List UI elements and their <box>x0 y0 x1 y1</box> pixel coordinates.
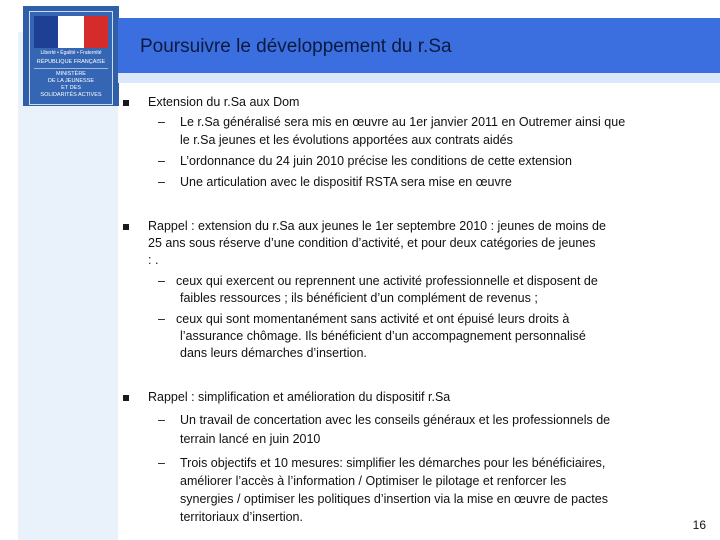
logo-ministry: MINISTÈRE DE LA JEUNESSE ET DES SOLIDARITÉS ACTIVES <box>40 71 102 98</box>
section-heading: Rappel : simplification et amélioration du dispositif r.Sa <box>148 390 451 404</box>
sub-item-line: Trois objectifs et 10 mesures: simplifier les démarches pour les bénéficiaires, <box>180 456 606 470</box>
sub-item-line: ceux qui sont momentanément sans activité et ont épuisé leurs droits à <box>176 312 570 326</box>
sub-item-line: Une articulation avec le dispositif RSTA sera mise en œuvre <box>180 175 512 189</box>
section-heading: : . <box>148 253 159 267</box>
sub-item-line: l’assurance chômage. Ils bénéficient d’un accompagnement personnalisé <box>180 329 586 343</box>
section-heading: 25 ans sous réserve d’une condition d’activité, et pour deux catégories de jeunes <box>148 236 596 250</box>
sub-item-line: terrain lancé en juin 2010 <box>180 432 321 446</box>
dash-icon: – <box>158 154 165 168</box>
page-number: 16 <box>692 518 706 532</box>
dash-icon: – <box>158 413 165 427</box>
bullet-icon <box>123 395 129 401</box>
sub-item-line: ceux qui exercent ou reprennent une activité professionnelle et disposent de <box>176 274 598 288</box>
sub-item-line: faibles ressources ; ils bénéficient d’un complément de revenus ; <box>180 291 538 305</box>
page-title: Poursuivre le développement du r.Sa <box>140 36 452 57</box>
bullet-icon <box>123 224 129 230</box>
sub-item-line: dans leurs démarches d’insertion. <box>180 346 367 360</box>
logo-republic: RÉPUBLIQUE FRANÇAISE <box>36 59 106 65</box>
dash-icon: – <box>158 456 165 470</box>
sub-item-line: synergies / optimiser les politiques d’insertion via la mise en œuvre de pactes <box>180 492 608 506</box>
section-heading: Rappel : extension du r.Sa aux jeunes le 1er septembre 2010 : jeunes de moins de <box>148 219 606 233</box>
sub-item-line: L’ordonnance du 24 juin 2010 précise les conditions de cette extension <box>180 154 572 168</box>
logo-motto: Liberté • Égalité • Fraternité <box>40 50 102 56</box>
sub-item-line: améliorer l’accès à l’information / Optimiser le pilotage et renforcer les <box>180 474 567 488</box>
sub-item-line: Un travail de concertation avec les conseils généraux et les professionnels de <box>180 413 611 427</box>
sub-item-line: Le r.Sa généralisé sera mis en œuvre au 1er janvier 2011 en Outremer ainsi que <box>180 115 626 129</box>
sub-item-line: le r.Sa jeunes et les évolutions apportées aux contrats aidés <box>180 133 513 147</box>
dash-icon: – <box>158 115 165 129</box>
dash-icon: – <box>158 175 165 189</box>
section-heading: Extension du r.Sa aux Dom <box>148 95 300 109</box>
dash-icon: – <box>158 274 165 288</box>
sub-item-line: territoriaux d’insertion. <box>180 510 303 524</box>
dash-icon: – <box>158 312 165 326</box>
bullet-icon <box>123 100 129 106</box>
